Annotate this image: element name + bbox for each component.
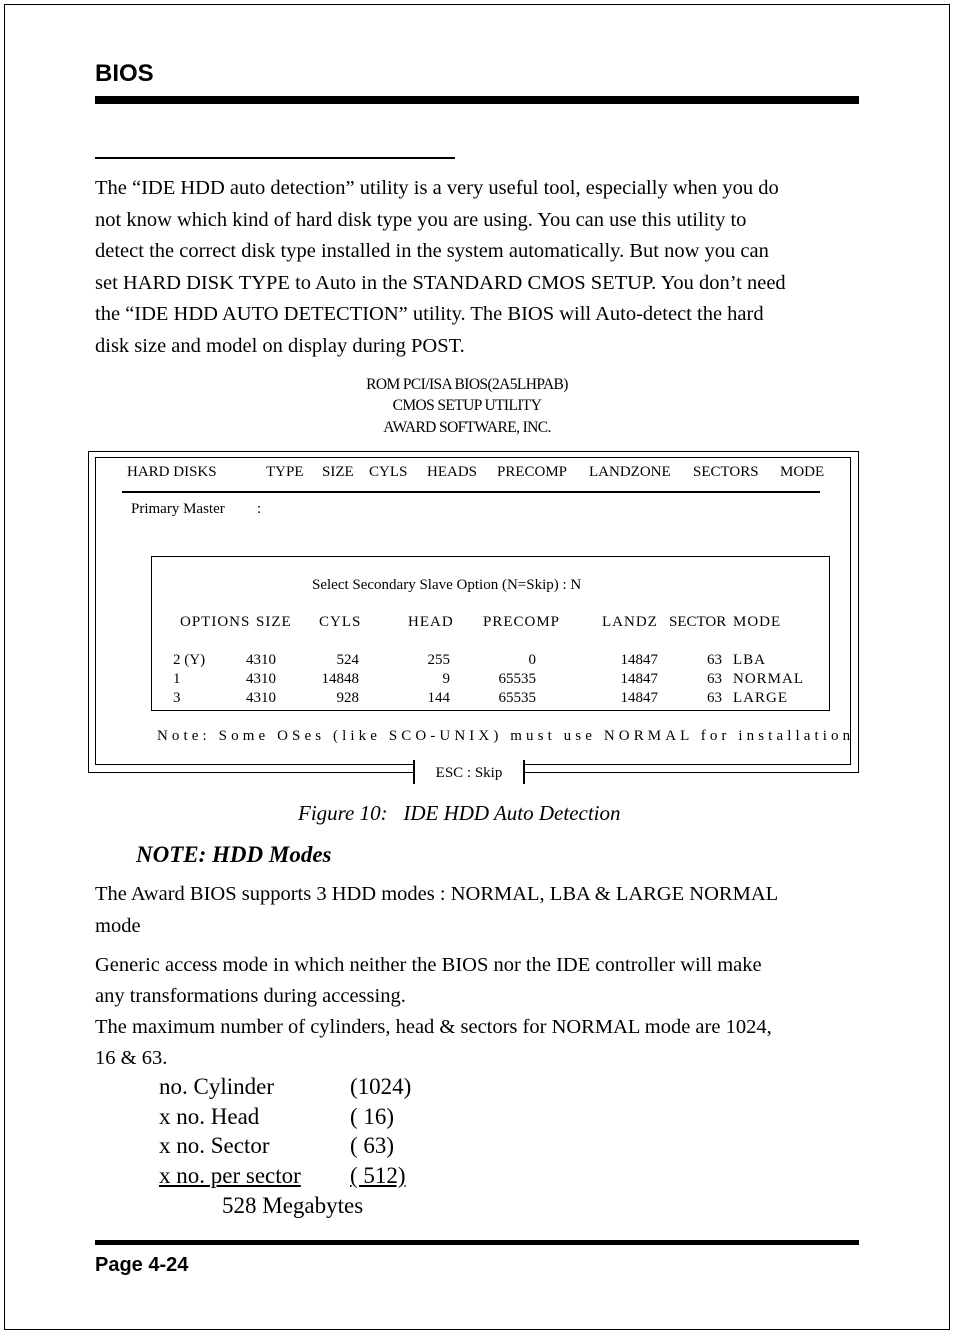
section-heading-rule bbox=[95, 157, 455, 159]
row-size: 4310 bbox=[246, 652, 276, 668]
row-option[interactable]: 2 (Y) bbox=[173, 652, 206, 668]
page-header-title: BIOS bbox=[95, 60, 154, 87]
dialog-col-precomp: PRECOMP bbox=[483, 614, 561, 630]
col-precomp: PRECOMP bbox=[497, 464, 568, 480]
primary-master-colon: : bbox=[257, 501, 262, 517]
row-sector: 63 bbox=[707, 652, 722, 668]
row-sector: 63 bbox=[707, 671, 722, 687]
col-landzone: LANDZONE bbox=[589, 464, 671, 480]
row-option[interactable]: 1 bbox=[173, 671, 181, 687]
intro-line: The “IDE HDD auto detection” utility is a very useful tool, especially when you do bbox=[95, 177, 779, 199]
col-heads: HEADS bbox=[427, 464, 478, 480]
row-precomp: 0 bbox=[528, 652, 536, 668]
intro-paragraph bbox=[95, 173, 865, 362]
body-line: mode bbox=[95, 914, 141, 937]
row-head: 9 bbox=[442, 671, 450, 687]
dialog-col-head: HEAD bbox=[408, 614, 454, 630]
bios-utility-title: CMOS SETUP UTILITY bbox=[392, 397, 542, 414]
row-mode: NORMAL bbox=[733, 671, 805, 687]
col-sectors: SECTORS bbox=[693, 464, 759, 480]
row-size: 4310 bbox=[246, 690, 276, 706]
esc-skip-label: ESC : Skip bbox=[435, 765, 503, 781]
bios-vendor-title: AWARD SOFTWARE, INC. bbox=[383, 419, 551, 436]
column-header-rule bbox=[122, 491, 820, 493]
calc-label-per-sector: x no. per sector bbox=[159, 1163, 301, 1188]
row-head: 144 bbox=[427, 690, 450, 706]
col-hard-disks: HARD DISKS bbox=[127, 464, 217, 480]
calc-value-sector: ( 63) bbox=[350, 1133, 395, 1158]
dialog-col-size: SIZE bbox=[256, 614, 292, 630]
normal-mode-paragraph bbox=[95, 950, 865, 1074]
esc-skip-box[interactable] bbox=[413, 760, 525, 784]
calc-value-head: ( 16) bbox=[350, 1104, 395, 1129]
figure-caption: Figure 10: IDE HDD Auto Detection bbox=[298, 801, 621, 825]
row-head: 255 bbox=[427, 652, 450, 668]
body-line: Generic access mode in which neither the BIOS nor the IDE controller will make bbox=[95, 954, 762, 976]
body-line: The maximum number of cylinders, head & sectors for NORMAL mode are 1024, bbox=[95, 1016, 772, 1038]
page-number: Page 4-24 bbox=[95, 1254, 189, 1276]
dialog-col-sector: SECTOR bbox=[669, 614, 727, 630]
body-line: any transformations during accessing. bbox=[95, 985, 406, 1007]
dialog-col-options: OPTIONS bbox=[180, 614, 251, 630]
row-precomp: 65535 bbox=[498, 690, 536, 706]
row-mode: LARGE bbox=[733, 690, 788, 706]
col-size: SIZE bbox=[322, 464, 354, 480]
row-landz: 14847 bbox=[620, 671, 658, 687]
row-precomp: 65535 bbox=[498, 671, 536, 687]
intro-line: detect the correct disk type installed in the system automatically. But now you can bbox=[95, 240, 769, 262]
row-mode: LBA bbox=[733, 652, 766, 668]
body-line: The Award BIOS supports 3 HDD modes : NORMAL, LBA & LARGE NORMAL bbox=[95, 883, 779, 905]
row-sector: 63 bbox=[707, 690, 722, 706]
dialog-col-mode: MODE bbox=[733, 614, 782, 630]
note-heading: NOTE: HDD Modes bbox=[136, 842, 332, 867]
body-line: 16 & 63. bbox=[95, 1047, 168, 1069]
dialog-prompt[interactable]: Select Secondary Slave Option (N=Skip) : N bbox=[312, 577, 582, 593]
calc-value-cylinder: (1024) bbox=[350, 1074, 412, 1099]
calc-value-per-sector: ( 512) bbox=[350, 1163, 406, 1188]
dialog-col-cyls: CYLS bbox=[319, 614, 362, 630]
calc-label-sector: x no. Sector bbox=[159, 1133, 270, 1158]
row-landz: 14847 bbox=[620, 690, 658, 706]
footer-rule bbox=[95, 1240, 859, 1245]
row-option[interactable]: 3 bbox=[173, 690, 181, 706]
calc-result: 528 Megabytes bbox=[222, 1193, 364, 1218]
bios-rom-title: ROM PCI/ISA BIOS(2A5LHPAB) bbox=[366, 376, 568, 393]
primary-master-label: Primary Master bbox=[131, 501, 225, 517]
row-size: 4310 bbox=[246, 671, 276, 687]
installation-note: Note: Some OSes (like SCO-UNIX) must use NORMAL for installation bbox=[157, 728, 855, 744]
calc-label-cylinder: no. Cylinder bbox=[159, 1074, 274, 1099]
col-cyls: CYLS bbox=[369, 464, 408, 480]
col-mode: MODE bbox=[780, 464, 825, 480]
intro-line: not know which kind of hard disk type you are using. You can use this utility to bbox=[95, 208, 747, 231]
row-cyls: 14848 bbox=[321, 671, 359, 687]
intro-line: the “IDE HDD AUTO DETECTION” utility. The BIOS will Auto-detect the hard bbox=[95, 303, 764, 325]
hdd-modes-paragraph bbox=[95, 879, 865, 942]
intro-line: set HARD DISK TYPE to Auto in the STANDARD CMOS SETUP. You don’t need bbox=[95, 271, 786, 294]
row-cyls: 524 bbox=[336, 652, 359, 668]
calc-label-head: x no. Head bbox=[159, 1104, 260, 1129]
header-rule bbox=[95, 96, 859, 104]
row-landz: 14847 bbox=[620, 652, 658, 668]
dialog-col-landz: LANDZ bbox=[602, 614, 658, 630]
col-type: TYPE bbox=[266, 464, 304, 480]
intro-line: disk size and model on display during POST. bbox=[95, 334, 465, 357]
row-cyls: 928 bbox=[336, 690, 359, 706]
